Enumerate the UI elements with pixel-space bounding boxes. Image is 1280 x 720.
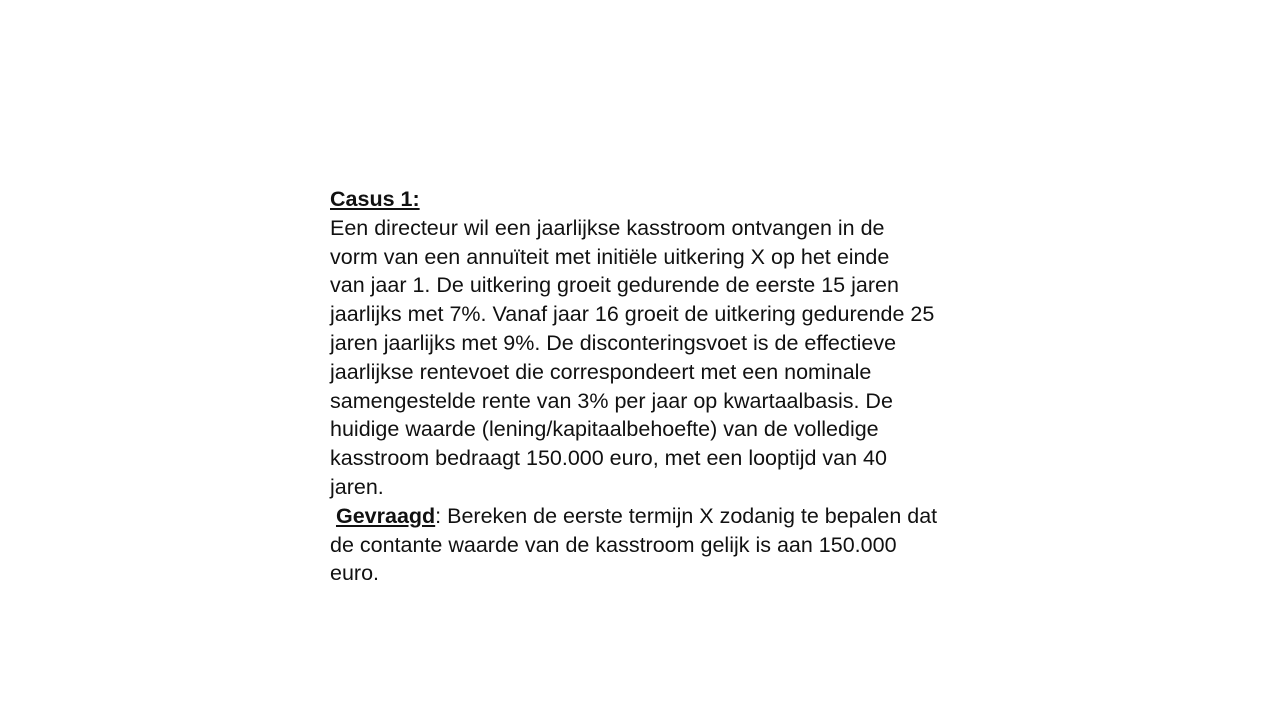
body-line: samengestelde rente van 3% per jaar op kwartaalbasis. De bbox=[330, 388, 893, 413]
body-line: jaren. bbox=[330, 474, 384, 499]
body-line: jaarlijks met 7%. Vanaf jaar 16 groeit de uitkering gedurende 25 bbox=[330, 302, 935, 327]
body-line: vorm van een annuïteit met initiële uitkering X op het einde bbox=[330, 244, 890, 269]
question-label: Gevraagd bbox=[335, 503, 436, 528]
body-line: Een directeur wil een jaarlijkse kasstroom ontvangen in de bbox=[330, 215, 885, 240]
case-text-block bbox=[330, 185, 970, 588]
body-line: van jaar 1. De uitkering groeit gedurende de eerste 15 jaren bbox=[330, 273, 899, 298]
body-line: jaarlijkse rentevoet die correspondeert met een nominale bbox=[330, 359, 872, 384]
case-heading: Casus 1: bbox=[330, 187, 420, 211]
body-line: huidige waarde (lening/kapitaalbehoefte) van de volledige bbox=[330, 417, 879, 442]
body-line: jaren jaarlijks met 9%. De disconteringsvoet is de effectieve bbox=[330, 330, 897, 355]
question-first-line bbox=[330, 502, 970, 531]
question-line: de contante waarde van de kasstroom gelijk is aan 150.000 bbox=[330, 532, 897, 557]
body-line: kasstroom bedraagt 150.000 euro, met een looptijd van 40 bbox=[330, 446, 887, 471]
question-line: euro. bbox=[330, 561, 380, 586]
question-text: : Bereken de eerste termijn X zodanig te bepalen dat bbox=[435, 503, 938, 528]
